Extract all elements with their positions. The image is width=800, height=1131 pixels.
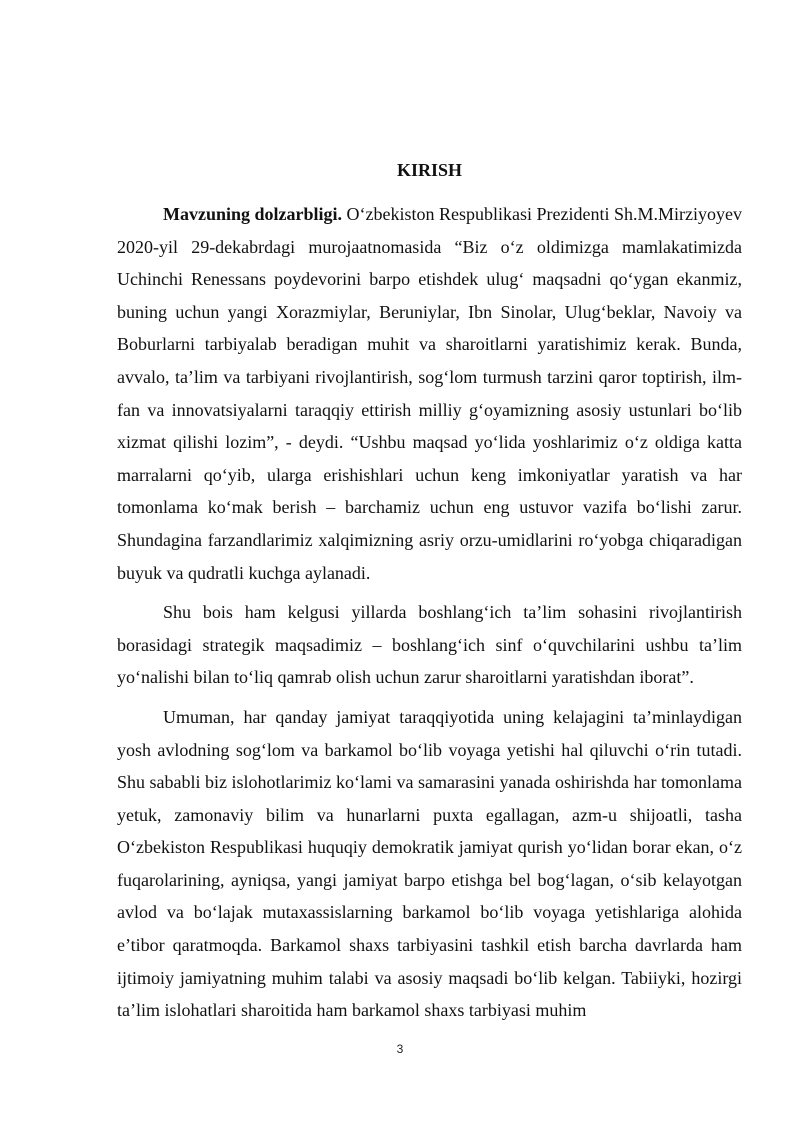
paragraph-lead: Mavzuning dolzarbligi. xyxy=(163,204,343,224)
body-text xyxy=(117,198,742,1034)
paragraph-text: Shu bois ham kelgusi yillarda boshlang‘ich ta’lim sohasini rivojlantirish borasidagi strategik maqsadimiz – boshlang‘ich sinf o‘quvchilarini ushbu ta’lim yo‘nalishi bilan to‘liq qamrab olish uchun zarur sharoitlarni yaratishdan iborat”. xyxy=(117,602,742,688)
paragraph-society xyxy=(117,701,742,1027)
paragraph-text: Umuman, har qanday jamiyat taraqqiyotida uning kelajagini ta’minlaydigan yosh avlodning sog‘lom va barkamol bo‘lib voyaga yetishi hal qiluvchi o‘rin tutadi. Shu sababli biz islohotlarimiz ko‘lami va samarasini yanada oshirishda har tomonlama yetuk, zamonaviy bilim va hunarlarni puxta egallagan, azm-u shijoatli, tasha O‘zbekiston Respublikasi huquqiy demokratik jamiyat qurish yo‘lidan borar ekan, o‘z fuqarolarining, ayniqsa, yangi jamiyat barpo etishga bel bog‘lagan, o‘sib kelayotgan avlod va bo‘lajak mutaxassislarning barkamol bo‘lib voyaga yetishlariga alohida e’tibor qaratmoqda. Barkamol shaxs tarbiyasini tashkil etish barcha davrlarda ham ijtimoiy jamiyatning muhim talabi va asosiy maqsadi bo‘lib kelgan. Tabiiyki, hozirgi ta’lim islohatlari sharoitida ham barkamol shaxs tarbiyasi muhim xyxy=(117,706,742,1021)
paragraph-text: O‘zbekiston Respublikasi Prezidenti Sh.M.Mirziyoyev 2020-yil 29-dekabrdagi murojaatnomasida “Biz o‘z oldimizga mamlakatimizda Uchinchi Renessans poydevorini barpo etishdek ulug‘ maqsadni qo‘ygan ekanmiz, buning uchun yangi Xorazmiylar, Beruniylar, Ibn Sinolar, Ulug‘beklar, Navoiy va Boburlarni tarbiyalab beradigan muhit va sharoitlarni yaratishimiz kerak. Bunda, avvalo, ta’lim va tarbiyani rivojlantirish, sog‘lom turmush tarzini qaror toptirish, ilm-fan va innovatsiyalarni taraqqiy ettirish milliy g‘oyamizning asosiy ustunlari bo‘lib xizmat qilishi lozim”, - deydi. “Ushbu maqsad yo‘lida yoshlarimiz o‘z oldiga katta marralarni qo‘yib, ularga erishishlari uchun keng imkoniyatlar yaratish va har tomonlama ko‘mak berish – barchamiz uchun eng ustuvor vazifa bo‘lishi zarur. Shundagina farzandlarimiz xalqimizning asriy orzu-umidlarini ro‘yobga chiqaradigan buyuk va qudratli kuchga aylanadi. xyxy=(117,204,743,583)
paragraph-relevance xyxy=(117,198,742,589)
section-title: KIRISH xyxy=(396,160,463,180)
paragraph-strategy xyxy=(117,596,742,694)
page-number: 3 xyxy=(396,1042,404,1056)
